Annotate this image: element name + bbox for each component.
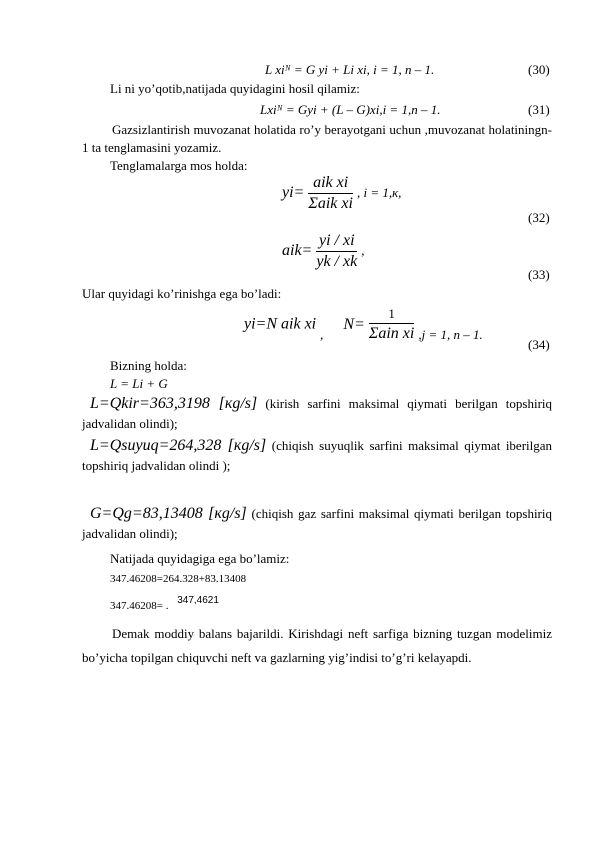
line-natijada: Natijada quyidagiga ega bo’lamiz:: [110, 551, 290, 566]
equation-31-number: (31): [528, 102, 550, 117]
equation-34-fraction: [369, 306, 415, 343]
equation-30: [265, 62, 434, 78]
paragraph-l-suyuq: [82, 436, 552, 476]
equation-30-number: (30): [528, 62, 550, 77]
equation-32-lhs: yi=: [282, 184, 305, 202]
line-ular: Ular quyidagi ko’rinishga ega bo’ladi:: [82, 286, 282, 301]
sum-line-2: [110, 595, 219, 612]
sum-line-1: 347.46208=264.328+83.13408: [110, 573, 247, 585]
text-l-kir: (kirish sarfini maksimal qiymati berilgan topshiriq jadvalidan olindi);: [82, 396, 553, 431]
formula-l-kir: L=Qkir=363,3198 [кg/s]: [90, 395, 258, 412]
line-li-text: Li ni yo’qotib,natijada quyidagini hosil qilamiz:: [110, 81, 360, 96]
equation-33-numerator: yi / xi: [316, 232, 357, 252]
equation-32-condition: , i = 1,к,: [356, 185, 402, 201]
equation-34-n-lhs: N=: [343, 315, 365, 333]
equation-32-numerator: aik xi: [308, 174, 353, 194]
equation-33-fraction: [316, 232, 357, 271]
formula-g-gaz: G=Qg=83,13408 [кg/s]: [90, 505, 247, 522]
paragraph-gazsizlantirish: Gazsizlantirish muvozanat holatida ro’y berayotgani uchun ,muvozanat holatiningn-1 ta tenglamasini yozamiz.: [82, 122, 552, 155]
line-tenglamalarga: Tenglamalarga mos holda:: [110, 158, 248, 173]
equation-34-condition: ,j = 1, n – 1.: [418, 327, 483, 342]
text-l-suyuq: (chiqish suyuqlik sarfini maksimal qiymat iberilgan topshiriq jadvalidan olindi );: [82, 438, 553, 473]
equation-34-separator: ,: [320, 327, 324, 342]
equation-30-text: L xiᴺ = G yi + Li xi, i = 1, n – 1.: [265, 62, 435, 77]
line-l-sum: L = Li + G: [110, 376, 168, 391]
line-bizning: Bizning holda:: [110, 358, 187, 373]
paragraph-g-gaz: [82, 504, 552, 544]
equation-34-lhs: yi=N aik xi: [244, 315, 317, 333]
equation-33-condition: ,: [361, 243, 365, 259]
equation-33-number: (33): [528, 267, 550, 282]
equation-33-denominator: yk / xk: [316, 253, 358, 270]
equation-32-fraction: [308, 174, 353, 213]
equation-33-lhs: aik=: [282, 242, 313, 260]
sum-line-2-right: 347,4621: [177, 595, 219, 606]
paragraph-conclusion: Demak moddiy balans bajarildi. Kirishdagi neft sarfiga bizning tuzgan modelimiz bo’yicha topilgan chiquvchi neft va gazlarning yig’indisi to’g’ri kelayapdi.: [82, 626, 552, 665]
paragraph-l-kir: [82, 394, 552, 434]
equation-32-number: (32): [528, 210, 550, 225]
formula-l-suyuq: L=Qsuyuq=264,328 [кg/s]: [90, 437, 267, 454]
equation-32: [282, 174, 401, 213]
equation-34-denominator: Σain xi: [368, 325, 415, 342]
text-g-gaz: (chiqish gaz sarfini maksimal qiymati berilgan topshiriq jadvalidan olindi);: [82, 506, 553, 541]
sum-line-2-left: 347.46208= .: [110, 600, 169, 612]
equation-34-number: (34): [528, 337, 550, 352]
equation-34: [244, 306, 483, 343]
equation-34-numerator: 1: [369, 306, 415, 324]
equation-33: [282, 232, 364, 271]
equation-31: Lxiᴺ = Gyi + (L – G)xi,i = 1,n – 1.: [260, 102, 441, 117]
equation-32-denominator: Σaik xi: [308, 195, 353, 212]
